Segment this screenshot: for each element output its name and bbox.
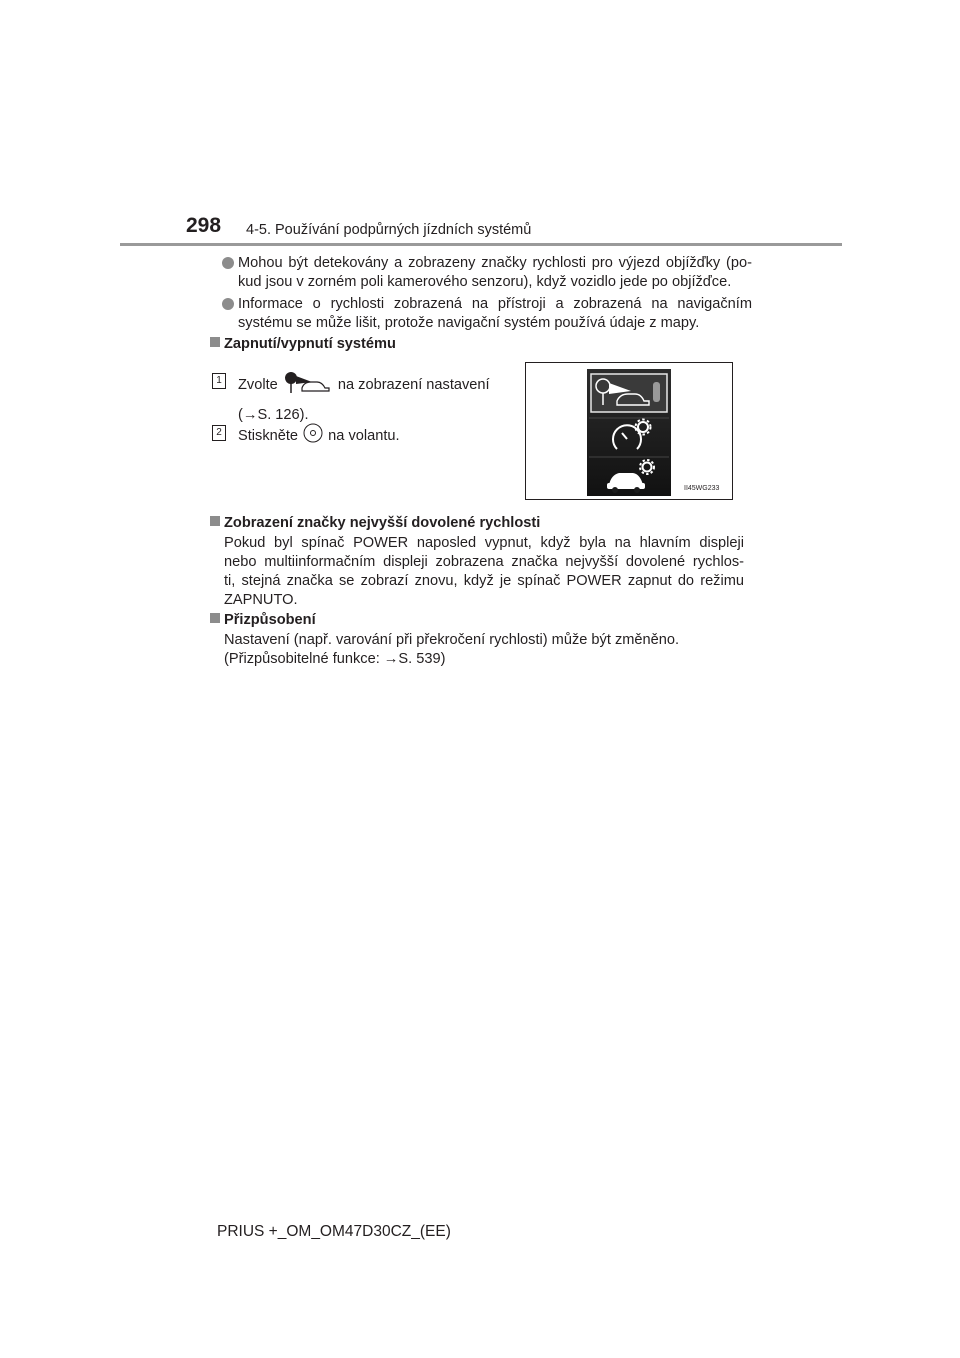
heading-square-icon <box>210 613 220 623</box>
paragraph-line: Pokud byl spínač POWER naposled vypnut, když byla na hlavním displeji <box>224 535 744 551</box>
bullet-line: systému se může lišit, protože navigační systém používá údaje z mapy. <box>238 315 700 331</box>
heading-text: Zapnutí/vypnutí systému <box>224 336 396 352</box>
settings-display-figure <box>525 362 733 500</box>
customization-paragraph <box>224 631 744 669</box>
heading-system-toggle <box>210 335 396 354</box>
page-number: 298 <box>186 214 222 237</box>
paragraph-line: (Přizpůsobitelné funkce: →S. 539) <box>224 651 446 667</box>
footer-model-code: PRIUS +_OM_OM47D30CZ_(EE) <box>217 1223 451 1240</box>
paragraph-line: ti, stejná značka se zobrazí znovu, když je spínač POWER zapnut do režimu <box>224 573 744 589</box>
bullet-dot-icon <box>222 257 234 269</box>
header-rule <box>120 243 842 246</box>
step-1-reference: (→S. 126). <box>238 407 309 423</box>
speed-sign-car-icon <box>591 374 667 412</box>
enter-button-icon <box>302 422 324 450</box>
heading-customization <box>210 611 316 630</box>
bullet-line: Informace o rychlosti zobrazená na přístroji a zobrazená na navigačním <box>238 296 752 312</box>
paragraph-line: Nastavení (např. varování při překročení rychlosti) může být změněno. <box>224 632 680 648</box>
step-1-after: na zobrazení nastavení <box>337 376 490 393</box>
step-1-text <box>238 370 490 425</box>
step-2-after: na volantu. <box>328 427 400 444</box>
bullet-line: Mohou být detekovány a zobrazeny značky rychlosti pro výjezd objížďky (po- <box>238 255 752 271</box>
bullet-detour-signs <box>222 254 752 292</box>
speed-sign-car-icon <box>282 370 334 400</box>
sign-display-paragraph <box>224 534 744 610</box>
step-number-1: 1 <box>212 373 226 389</box>
step-2-text <box>238 422 400 450</box>
paragraph-line: ZAPNUTO. <box>224 592 298 608</box>
paragraph-line: nebo multiinformačním displeji zobrazena značka nejvyšší dovolené rychlos- <box>224 554 744 570</box>
heading-square-icon <box>210 516 220 526</box>
section-title: 4-5. Používání podpůrných jízdních systémů <box>246 222 532 238</box>
heading-square-icon <box>210 337 220 347</box>
step-1-before: Zvolte <box>238 376 278 393</box>
step-2-before: Stiskněte <box>238 427 299 444</box>
multi-information-display <box>587 369 671 496</box>
heading-text: Zobrazení značky nejvyšší dovolené rychlosti <box>224 515 541 531</box>
bullet-navigation-speed <box>222 295 752 333</box>
bullet-dot-icon <box>222 298 234 310</box>
figure-code: II45WG233 <box>684 485 720 492</box>
heading-text: Přizpůsobení <box>224 612 316 628</box>
step-number-2: 2 <box>212 425 226 441</box>
bullet-line: kud jsou v zorném poli kamerového senzoru), když vozidlo jede po objížďce. <box>238 274 732 290</box>
heading-sign-display <box>210 514 540 533</box>
